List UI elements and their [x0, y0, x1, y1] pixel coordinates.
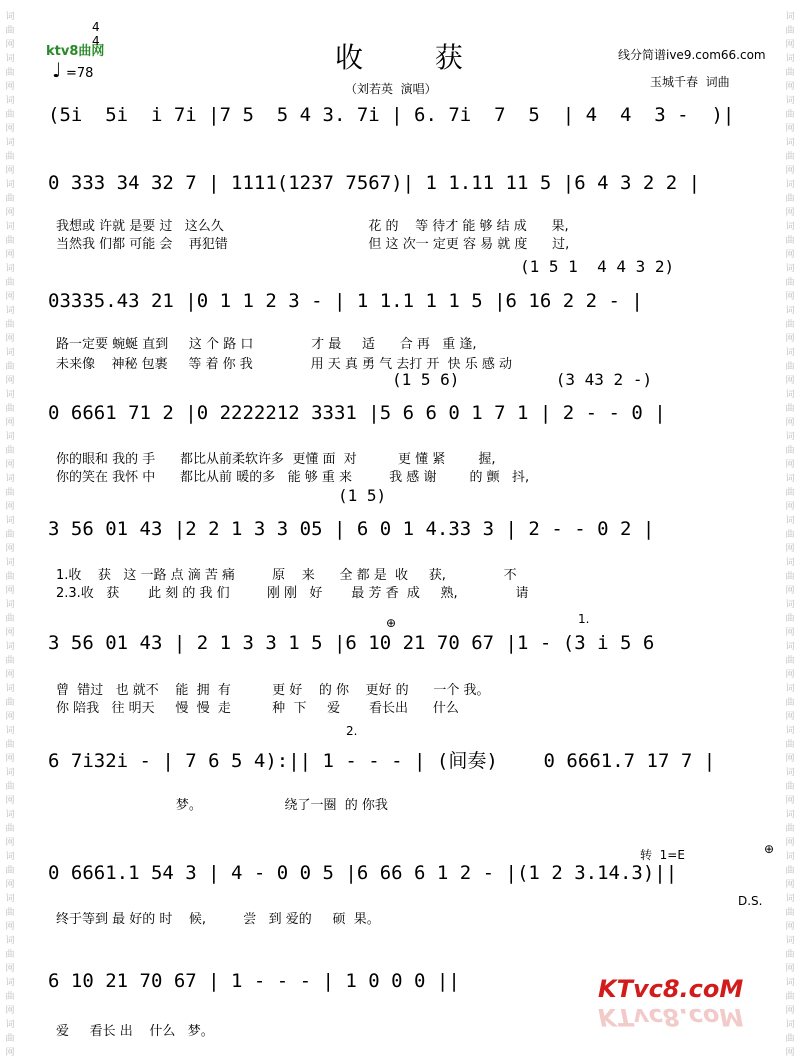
watermark-char: 曲	[785, 782, 795, 792]
watermark-char: 词	[785, 558, 795, 568]
footer-logo: KTvc8.coM	[598, 975, 744, 1003]
watermark-char: 网	[5, 922, 15, 932]
watermark-char: 网	[785, 670, 795, 680]
watermark-char: 词	[5, 390, 15, 400]
footer-logo-reflection: KTvc8.coM	[598, 1003, 744, 1031]
watermark-char: 网	[785, 586, 795, 596]
watermark-char: 网	[5, 334, 15, 344]
time-signature-top: 4	[92, 20, 100, 34]
watermark-char: 曲	[5, 614, 15, 624]
notation-line: 0 6661.1 54 3 | 4 - 0 0 5 |6 66 6 1 2 - |(1 2 3.14.3)||	[48, 862, 678, 884]
watermark-char: 曲	[5, 572, 15, 582]
watermark-char: 曲	[5, 68, 15, 78]
watermark-char: 曲	[5, 992, 15, 1002]
watermark-char: 词	[5, 138, 15, 148]
watermark-char: 曲	[5, 530, 15, 540]
watermark-char: 词	[5, 726, 15, 736]
watermark-char: 词	[5, 264, 15, 274]
watermark-char: 曲	[5, 236, 15, 246]
ktv-logo-top: ktv8曲网	[46, 44, 105, 59]
watermark-char: 词	[5, 474, 15, 484]
watermark-char: 词	[785, 54, 795, 64]
chord-line: (1 5 1 4 4 3 2)	[520, 257, 675, 276]
watermark-char: 曲	[785, 866, 795, 876]
watermark-char: 网	[5, 1006, 15, 1016]
lyric-line-1: 爱 看长 出 什么 梦。	[56, 1024, 214, 1039]
watermark-char: 词	[785, 936, 795, 946]
watermark-char: 曲	[785, 68, 795, 78]
watermark-char: 词	[785, 978, 795, 988]
watermark-char: 词	[5, 306, 15, 316]
watermark-char: 曲	[785, 362, 795, 372]
watermark-char: 网	[5, 964, 15, 974]
watermark-char: 曲	[785, 236, 795, 246]
lyric-line-2: 你 陪我 往 明天 慢 慢 走 种 下 爱 看长出 什么	[56, 701, 459, 716]
watermark-char: 词	[785, 390, 795, 400]
watermark-char: 曲	[5, 362, 15, 372]
site-text: 线分简谱ive9.com66.com	[618, 48, 766, 62]
watermark-char: 网	[5, 40, 15, 50]
watermark-char: 曲	[5, 488, 15, 498]
watermark-char: 网	[785, 880, 795, 890]
dal-segno: D.S.	[738, 894, 763, 908]
watermark-char: 网	[5, 838, 15, 848]
segno-icon: ⊕	[386, 616, 397, 630]
watermark-char: 曲	[5, 26, 15, 36]
lyric-line-1: 我想或 许就 是要 过 这么久 花 的 等 待才 能 够 结 成 果,	[56, 219, 569, 234]
watermark-char: 词	[5, 348, 15, 358]
lyric-line-1: 终于等到 最 好的 时 候, 尝 到 爱的 硕 果。	[56, 912, 380, 927]
watermark-char: 词	[5, 558, 15, 568]
watermark-char: 词	[5, 600, 15, 610]
watermark-char: 曲	[5, 194, 15, 204]
watermark-char: 网	[5, 250, 15, 260]
notation-line: 3 56 01 43 |2 2 1 3 3 05 | 6 0 1 4.33 3 | 2 - - 0 2 |	[48, 518, 655, 540]
watermark-char: 网	[785, 502, 795, 512]
watermark-char: 曲	[5, 698, 15, 708]
watermark-char: 网	[785, 460, 795, 470]
lyric-line-2: 你的笑在 我怀 中 都比从前 暖的多 能 够 重 来 我 感 谢 的 颤 抖,	[56, 470, 530, 485]
watermark-char: 词	[785, 222, 795, 232]
watermark-char: 曲	[5, 278, 15, 288]
segno-icon: ⊕	[764, 842, 775, 856]
watermark-char: 网	[785, 40, 795, 50]
watermark-char: 曲	[785, 488, 795, 498]
watermark-char: 网	[5, 502, 15, 512]
watermark-char: 曲	[785, 110, 795, 120]
watermark-char: 网	[785, 964, 795, 974]
watermark-char: 网	[785, 292, 795, 302]
watermark-char: 词	[5, 54, 15, 64]
watermark-char: 词	[785, 12, 795, 22]
lyric-line-2: 2.3.收 获 此 刻 的 我 们 刚 刚 好 最 芳 香 成 熟, 请	[56, 586, 529, 601]
watermark-char: 词	[785, 684, 795, 694]
watermark-char: 网	[785, 1006, 795, 1016]
watermark-char: 曲	[785, 992, 795, 1002]
watermark-char: 曲	[785, 26, 795, 36]
note-icon: ♩	[52, 58, 62, 82]
watermark-char: 曲	[5, 404, 15, 414]
watermark-char: 曲	[5, 446, 15, 456]
watermark-char: 网	[785, 124, 795, 134]
notation-line: 6 10 21 70 67 | 1 - - - | 1 0 0 0 ||	[48, 970, 460, 992]
watermark-char: 网	[5, 124, 15, 134]
notation-line: 03335.43 21 |0 1 1 2 3 - | 1 1.1 1 1 5 |6 16 2 2 - |	[48, 290, 643, 312]
watermark-char: 曲	[785, 278, 795, 288]
watermark-char: 网	[785, 166, 795, 176]
notation-line: (5i 5i i 7i |7 5 5 4 3. 7i | 6. 7i 7 5 | 4 4 3 - )|	[48, 104, 735, 126]
watermark-char: 曲	[785, 950, 795, 960]
watermark-char: 词	[5, 516, 15, 526]
watermark-char: 曲	[5, 782, 15, 792]
watermark-char: 网	[5, 460, 15, 470]
watermark-char: 网	[785, 208, 795, 218]
watermark-char: 词	[5, 852, 15, 862]
first-ending: 1.	[578, 612, 590, 626]
watermark-char: 词	[785, 894, 795, 904]
watermark-char: 词	[785, 600, 795, 610]
watermark-char: 网	[5, 418, 15, 428]
watermark-char: 词	[5, 432, 15, 442]
watermark-char: 网	[785, 796, 795, 806]
watermark-char: 曲	[5, 824, 15, 834]
watermark-char: 网	[5, 754, 15, 764]
watermark-char: 曲	[785, 152, 795, 162]
watermark-char: 网	[5, 544, 15, 554]
watermark-char: 词	[785, 138, 795, 148]
watermark-char: 词	[5, 768, 15, 778]
watermark-char: 词	[785, 1020, 795, 1030]
watermark-char: 词	[785, 516, 795, 526]
watermark-char: 词	[5, 222, 15, 232]
notation-line: 0 6661 71 2 |0 2222212 3331 |5 6 6 0 1 7 1 | 2 - - 0 |	[48, 402, 666, 424]
watermark-char: 词	[785, 852, 795, 862]
watermark-char: 曲	[5, 740, 15, 750]
watermark-char: 曲	[5, 908, 15, 918]
singer: （刘若英 演唱）	[345, 82, 437, 96]
watermark-char: 网	[5, 628, 15, 638]
watermark-char: 词	[785, 474, 795, 484]
watermark-char: 词	[5, 978, 15, 988]
key-change: 转 1=E	[640, 848, 685, 862]
watermark-char: 网	[785, 82, 795, 92]
lyric-line-1: 曾 错过 也 就不 能 拥 有 更 好 的 你 更好 的 一个 我。	[56, 683, 490, 698]
watermark-char: 网	[785, 1048, 795, 1058]
watermark-char: 词	[5, 180, 15, 190]
watermark-char: 曲	[5, 950, 15, 960]
watermark-char: 网	[785, 544, 795, 554]
watermark-char: 曲	[785, 656, 795, 666]
watermark-char: 词	[5, 96, 15, 106]
watermark-char: 词	[785, 306, 795, 316]
watermark-char: 曲	[785, 572, 795, 582]
watermark-char: 网	[5, 1048, 15, 1058]
watermark-char: 曲	[785, 404, 795, 414]
watermark-char: 词	[5, 936, 15, 946]
watermark-char: 曲	[785, 530, 795, 540]
watermark-char: 网	[5, 712, 15, 722]
watermark-char: 曲	[5, 110, 15, 120]
watermark-char: 曲	[785, 320, 795, 330]
watermark-char: 网	[5, 292, 15, 302]
page-title: 收 获	[335, 41, 481, 74]
lyric-line-1: 路一定要 蜿蜒 直到 这 个 路 口 才 最 适 合 再 重 逢,	[56, 337, 477, 352]
chord-line: (1 5 6) (3 43 2 -)	[392, 370, 653, 389]
watermark-char: 网	[785, 418, 795, 428]
notation-line: 6 7i32i - | 7 6 5 4):|| 1 - - - | (间奏) 0 6661.7 17 7 |	[48, 750, 716, 772]
watermark-char: 词	[785, 768, 795, 778]
tempo: =78	[66, 66, 94, 81]
watermark-char: 网	[785, 922, 795, 932]
watermark-char: 网	[5, 376, 15, 386]
lyric-line-1: 梦。 绕了一圈 的 你我	[56, 798, 388, 813]
watermark-char: 网	[785, 376, 795, 386]
watermark-char: 词	[785, 180, 795, 190]
watermark-char: 网	[5, 166, 15, 176]
watermark-char: 词	[785, 348, 795, 358]
watermark-char: 曲	[785, 446, 795, 456]
watermark-char: 网	[5, 82, 15, 92]
watermark-char: 曲	[5, 866, 15, 876]
lyric-line-1: 1.收 获 这 一路 点 滴 苦 痛 原 来 全 都 是 收 获, 不	[56, 568, 517, 583]
lyric-line-1: 你的眼和 我的 手 都比从前柔软许多 更懂 面 对 更 懂 紧 握,	[56, 452, 496, 467]
watermark-char: 词	[785, 810, 795, 820]
notation-line: 3 56 01 43 | 2 1 3 3 1 5 |6 10 21 70 67 |1 - (3 i 5 6	[48, 632, 655, 654]
watermark-char: 词	[785, 432, 795, 442]
watermark-char: 曲	[5, 152, 15, 162]
watermark-char: 词	[785, 264, 795, 274]
watermark-char: 网	[785, 712, 795, 722]
chord-line: (1 5)	[338, 486, 387, 505]
watermark-char: 词	[785, 726, 795, 736]
watermark-char: 网	[5, 586, 15, 596]
watermark-char: 网	[5, 796, 15, 806]
watermark-char: 曲	[785, 194, 795, 204]
watermark-char: 曲	[785, 698, 795, 708]
watermark-char: 曲	[785, 614, 795, 624]
watermark-char: 曲	[5, 1034, 15, 1044]
watermark-char: 词	[5, 642, 15, 652]
watermark-char: 网	[5, 670, 15, 680]
watermark-char: 词	[5, 12, 15, 22]
time-signature-bottom: 4	[92, 34, 100, 48]
watermark-char: 曲	[785, 908, 795, 918]
watermark-char: 网	[785, 838, 795, 848]
watermark-char: 曲	[785, 740, 795, 750]
watermark-char: 曲	[785, 824, 795, 834]
watermark-char: 词	[785, 642, 795, 652]
watermark-char: 网	[5, 208, 15, 218]
watermark-char: 词	[5, 810, 15, 820]
watermark-char: 曲	[5, 656, 15, 666]
watermark-char: 网	[785, 754, 795, 764]
second-ending: 2.	[346, 724, 358, 738]
watermark-char: 网	[785, 334, 795, 344]
watermark-char: 曲	[5, 320, 15, 330]
watermark-char: 网	[785, 250, 795, 260]
lyric-line-2: 未来像 神秘 包裹 等 着 你 我 用 天 真 勇 气 去打 开 快 乐 感 动	[56, 357, 513, 372]
watermark-char: 网	[785, 628, 795, 638]
watermark-char: 曲	[785, 1034, 795, 1044]
notation-line: 0 333 34 32 7 | 1111(1237 7567)| 1 1.11 11 5 |6 4 3 2 2 |	[48, 172, 701, 194]
watermark-char: 词	[5, 1020, 15, 1030]
lyric-line-2: 当然我 们都 可能 会 再犯错 但 这 次一 定更 容 易 就 度 过,	[56, 237, 570, 252]
watermark-char: 网	[5, 880, 15, 890]
watermark-char: 词	[5, 684, 15, 694]
watermark-char: 词	[785, 96, 795, 106]
credits: 玉城千春 词曲	[650, 75, 730, 89]
watermark-char: 词	[5, 894, 15, 904]
